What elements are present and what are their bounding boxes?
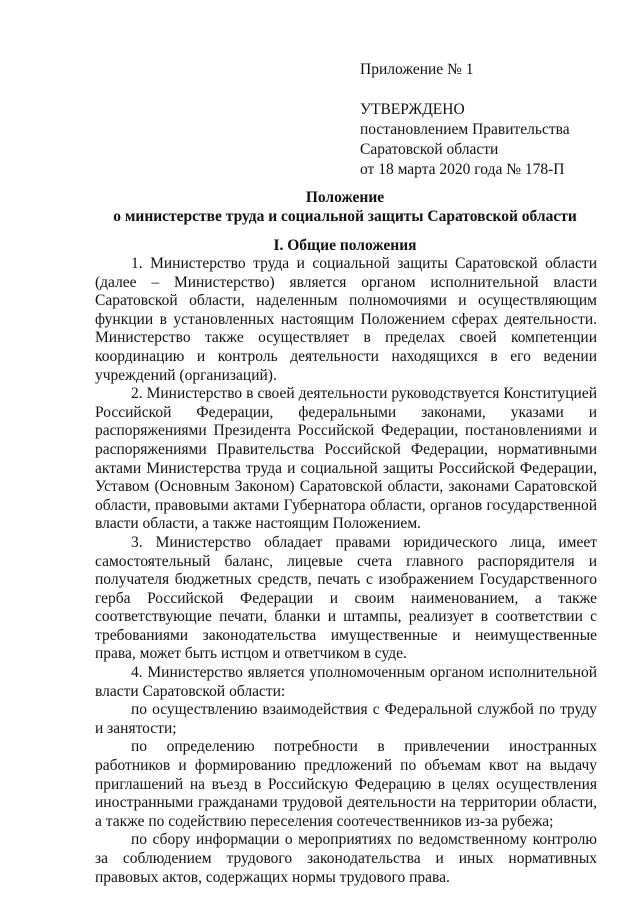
paragraph-4-item-2: по определению потребности в привлечении иностранных работников и формированию предложений по объемам квот на выдачу приглашений на въезд в Российскую Федерацию в целях осуществления иностранными гражданами трудовой деятельности на территории области, а также по содействию переселения соотечественников из-за рубежа; <box>95 738 597 830</box>
paragraph-3: 3. Министерство обладает правами юридического лица, имеет самостоятельный баланс, лицевые счета главного распорядителя и получателя бюджетных средств, печать с изображением Государственного герба Российской Федерации и своим наименованием, а также соответствующие печати, бланки и штампы, реализует в соответствии с требованиями законодательства имущественные и неимущественные права, может быть истцом и ответчиком в суде. <box>95 533 597 663</box>
paragraph-4: 4. Министерство является уполномоченным органом исполнительной власти Саратовской области: <box>95 664 597 700</box>
approved-by-line-2: Саратовской области <box>360 141 499 158</box>
approved-by-line-1: постановлением Правительства <box>360 121 570 138</box>
section-body <box>95 255 597 887</box>
appendix-label: Приложение № 1 <box>360 61 474 78</box>
title-line-1: Положение <box>305 189 385 206</box>
approved-stamp: УТВЕРЖДЕНО <box>360 101 465 118</box>
paragraph-1: 1. Министерство труда и социальной защиты Саратовской области (далее – Министерство) является органом исполнительной власти Саратовской области, наделенным полномочиями и осуществляющим функции в установленных настоящим Положением сферах деятельности. Министерство также осуществляет в пределах своей компетенции координацию и контроль деятельности находящихся в его ведении учреждений (организаций). <box>95 255 597 384</box>
approved-date: от 18 марта 2020 года № 178-П <box>360 161 565 178</box>
paragraph-4-item-1: по осуществлению взаимодействия с Федеральной службой по труду и занятости; <box>95 701 597 737</box>
paragraph-4-item-3: по сбору информации о мероприятиях по ведомственному контролю за соблюдением трудового законодательства и иных нормативных правовых актов, содержащих нормы трудового права. <box>95 831 597 886</box>
document-title <box>60 188 630 226</box>
section-heading: I. Общие положения <box>273 237 417 254</box>
approval-block <box>360 60 620 180</box>
paragraph-2: 2. Министерство в своей деятельности руководствуется Конституцией Российской Федерации, федеральными законами, указами и распоряжениями Президента Российской Федерации, постановлениями и распоряжениями Правительства Российской Федерации, нормативными актами Министерства труда и социальной защиты Российской Федерации, Уставом (Основным Законом) Саратовской области, законами Саратовской области, правовыми актами Губернатора области, органов государственной власти области, а также настоящим Положением. <box>95 385 597 533</box>
title-line-2: о министерстве труда и социальной защиты Саратовской области <box>113 208 577 225</box>
